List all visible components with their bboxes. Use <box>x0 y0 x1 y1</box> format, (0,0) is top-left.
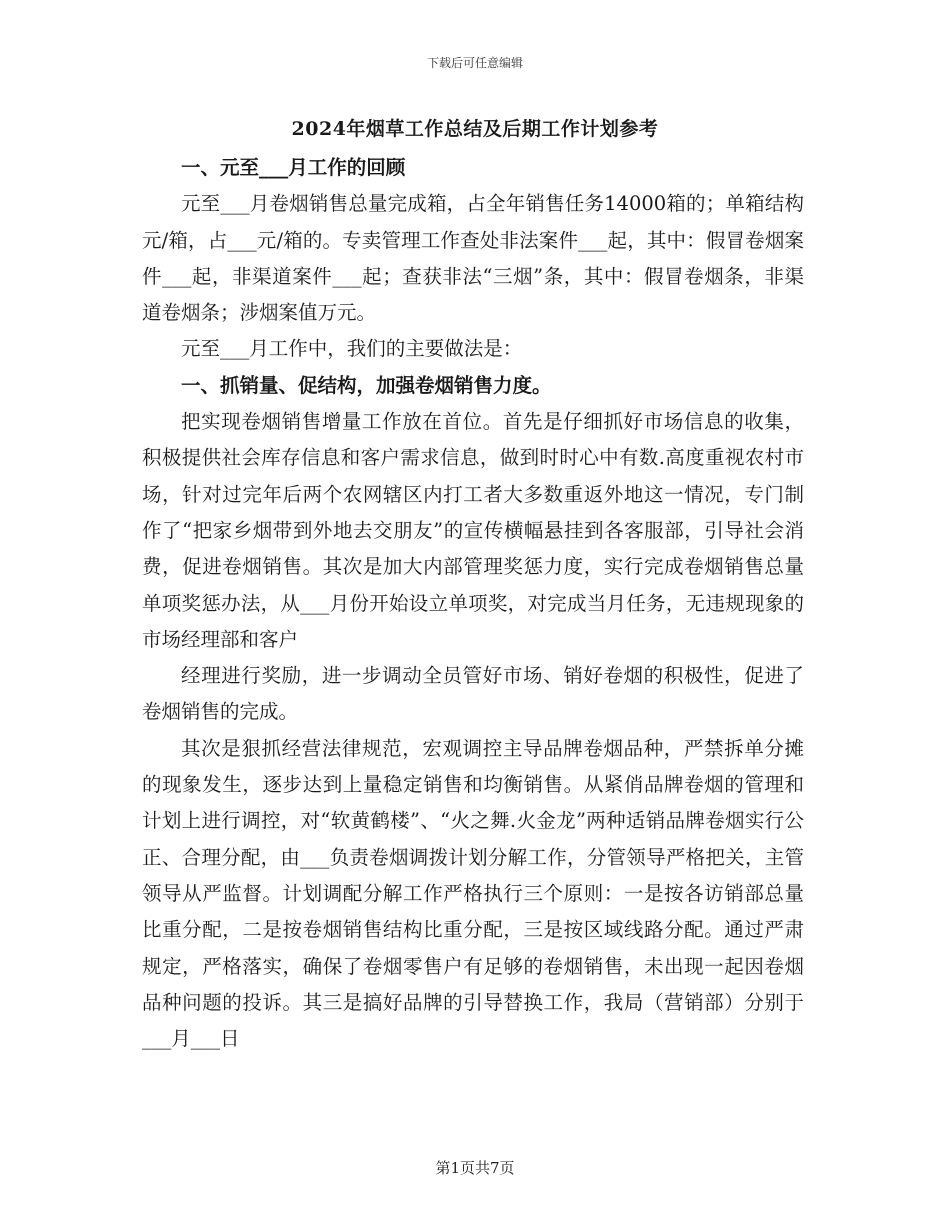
section-heading-review: 一、元至___月工作的回顾 <box>181 156 406 179</box>
header-note: 下载后可任意编辑 <box>426 56 523 70</box>
paragraph-methods-intro: 元至___月工作中，我们的主要做法是： <box>181 337 523 361</box>
paragraph-sales-increase: 把实现卷烟销售增量工作放在首位。首先是仔细抓好市场信息的收集，积极提供社会库存信息和客户需求信息，做到时时心中有数.高度重视农村市场，针对过完年后两个农网辖区内打工者大多数重返外地这一情况，专门制作了“把家乡烟带到外地去交朋友”的宣传横幅悬挂到各客服部，引导社会消费，促进卷烟销售。其次是加大内部管理奖惩力度，实行完成卷烟销售总量单项奖惩办法，从___月份开始设立单项奖，对完成当月任务，无违规现象的市场经理部和客户 <box>142 410 804 651</box>
page-footer: 第1页共7页 <box>435 1159 515 1177</box>
document-title: 2024年烟草工作总结及后期工作计划参考 <box>291 118 659 140</box>
section-heading-sales: 一、抓销量、促结构，加强卷烟销售力度。 <box>181 373 552 397</box>
paragraph-rewards: 经理进行奖励，进一步调动全员管好市场、销好卷烟的积极性，促进了卷烟销售的完成。 <box>142 664 804 724</box>
paragraph-sales-summary: 元至___月卷烟销售总量完成箱，占全年销售任务14000箱的；单箱结构元/箱，占___元/箱的。专卖管理工作查处非法案件___起，其中：假冒卷烟案件___起，非渠道案件___起；查获非法“三烟”条，其中：假冒卷烟条，非渠道卷烟条；涉烟案值万元。 <box>142 192 804 325</box>
document-body <box>142 150 804 1057</box>
paragraph-regulation: 其次是狠抓经营法律规范，宏观调控主导品牌卷烟品种，严禁拆单分摊的现象发生，逐步达到上量稳定销售和均衡销售。从紧俏品牌卷烟的管理和计划上进行调控，对“软黄鹤楼”、“火之舞.火金龙”两种适销品牌卷烟实行公正、合理分配，由___负责卷烟调拨计划分解工作，分管领导严格把关，主管领导从严监督。计划调配分解工作严格执行三个原则：一是按各访销部总量比重分配，二是按卷烟销售结构比重分配，三是按区域线路分配。通过严肃规定，严格落实，确保了卷烟零售户有足够的卷烟销售，未出现一起因卷烟品种问题的投诉。其三是搞好品牌的引导替换工作，我局（营销部）分别于___月___日 <box>142 736 804 1051</box>
